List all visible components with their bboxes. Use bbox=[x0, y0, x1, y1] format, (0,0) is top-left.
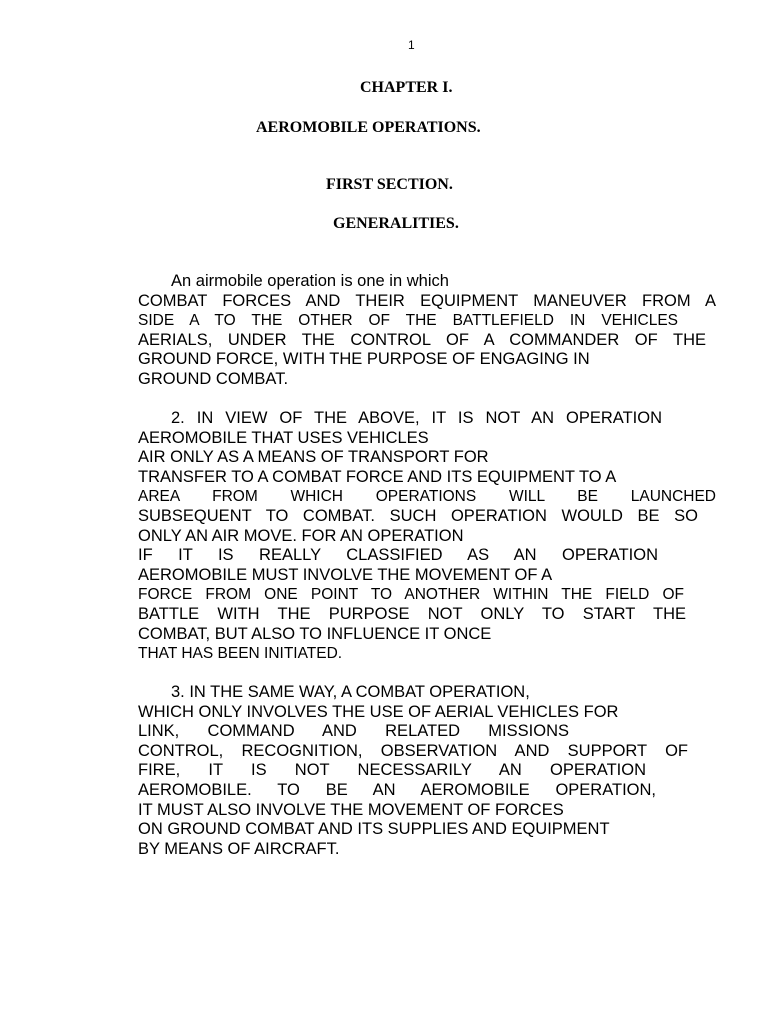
chapter-heading: CHAPTER I. bbox=[360, 79, 453, 96]
paragraph-line: WHICH ONLY INVOLVES THE USE OF AERIAL VEHICLES FOR bbox=[138, 702, 619, 721]
paragraph-line: FORCE FROM ONE POINT TO ANOTHER WITHIN THE FIELD OF bbox=[138, 586, 684, 604]
paragraph-line: AREA FROM WHICH OPERATIONS WILL BE LAUNCHED bbox=[138, 488, 716, 506]
paragraph-line: COMBAT FORCES AND THEIR EQUIPMENT MANEUVER FROM A bbox=[138, 291, 716, 310]
paragraph-3 bbox=[138, 683, 716, 859]
subsection-heading: GENERALITIES. bbox=[333, 215, 459, 232]
paragraph-line: GROUND COMBAT. bbox=[138, 369, 289, 388]
paragraph-line: AEROMOBILE MUST INVOLVE THE MOVEMENT OF A bbox=[138, 565, 553, 584]
paragraph-line: BATTLE WITH THE PURPOSE NOT ONLY TO START THE bbox=[138, 604, 686, 623]
paragraph-line: IT MUST ALSO INVOLVE THE MOVEMENT OF FORCES bbox=[138, 800, 564, 819]
paragraph-line: GROUND FORCE, WITH THE PURPOSE OF ENGAGING IN bbox=[138, 350, 590, 369]
paragraph-line: CONTROL, RECOGNITION, OBSERVATION AND SUPPORT OF bbox=[138, 741, 688, 760]
paragraph-line: AIR ONLY AS A MEANS OF TRANSPORT FOR bbox=[138, 448, 489, 467]
paragraph-line: THAT HAS BEEN INITIATED. bbox=[138, 645, 343, 663]
paragraph-line: AERIALS, UNDER THE CONTROL OF A COMMANDER OF THE bbox=[138, 330, 706, 349]
paragraph-line: ONLY AN AIR MOVE. FOR AN OPERATION bbox=[138, 526, 464, 545]
paragraph-line: FIRE, IT IS NOT NECESSARILY AN OPERATION bbox=[138, 761, 646, 780]
paragraph-line: SIDE A TO THE OTHER OF THE BATTLEFIELD IN VEHICLES bbox=[138, 312, 678, 330]
paragraph-line: LINK, COMMAND AND RELATED MISSIONS bbox=[138, 722, 569, 741]
paragraph-line: AEROMOBILE THAT USES VEHICLES bbox=[138, 428, 429, 447]
section-heading: FIRST SECTION. bbox=[326, 176, 453, 193]
paragraph-line: 3. IN THE SAME WAY, A COMBAT OPERATION, bbox=[171, 683, 530, 701]
paragraph-line: BY MEANS OF AIRCRAFT. bbox=[138, 839, 340, 858]
paragraph-line: COMBAT, BUT ALSO TO INFLUENCE IT ONCE bbox=[138, 624, 492, 643]
paragraph-line: TRANSFER TO A COMBAT FORCE AND ITS EQUIPMENT TO A bbox=[138, 467, 617, 486]
paragraph-line: 2. IN VIEW OF THE ABOVE, IT IS NOT AN OPERATION bbox=[171, 409, 662, 427]
chapter-title: AEROMOBILE OPERATIONS. bbox=[256, 119, 481, 136]
paragraph-line: AEROMOBILE. TO BE AN AEROMOBILE OPERATION, bbox=[138, 780, 656, 799]
paragraph-line: ON GROUND COMBAT AND ITS SUPPLIES AND EQUIPMENT bbox=[138, 820, 610, 839]
paragraph-line: An airmobile operation is one in which bbox=[171, 272, 449, 290]
paragraph-1 bbox=[138, 272, 716, 390]
paragraph-line: SUBSEQUENT TO COMBAT. SUCH OPERATION WOULD BE SO bbox=[138, 506, 698, 525]
page-number: 1 bbox=[408, 38, 415, 52]
paragraph-line: IF IT IS REALLY CLASSIFIED AS AN OPERATION bbox=[138, 546, 658, 565]
paragraph-2 bbox=[138, 409, 716, 664]
